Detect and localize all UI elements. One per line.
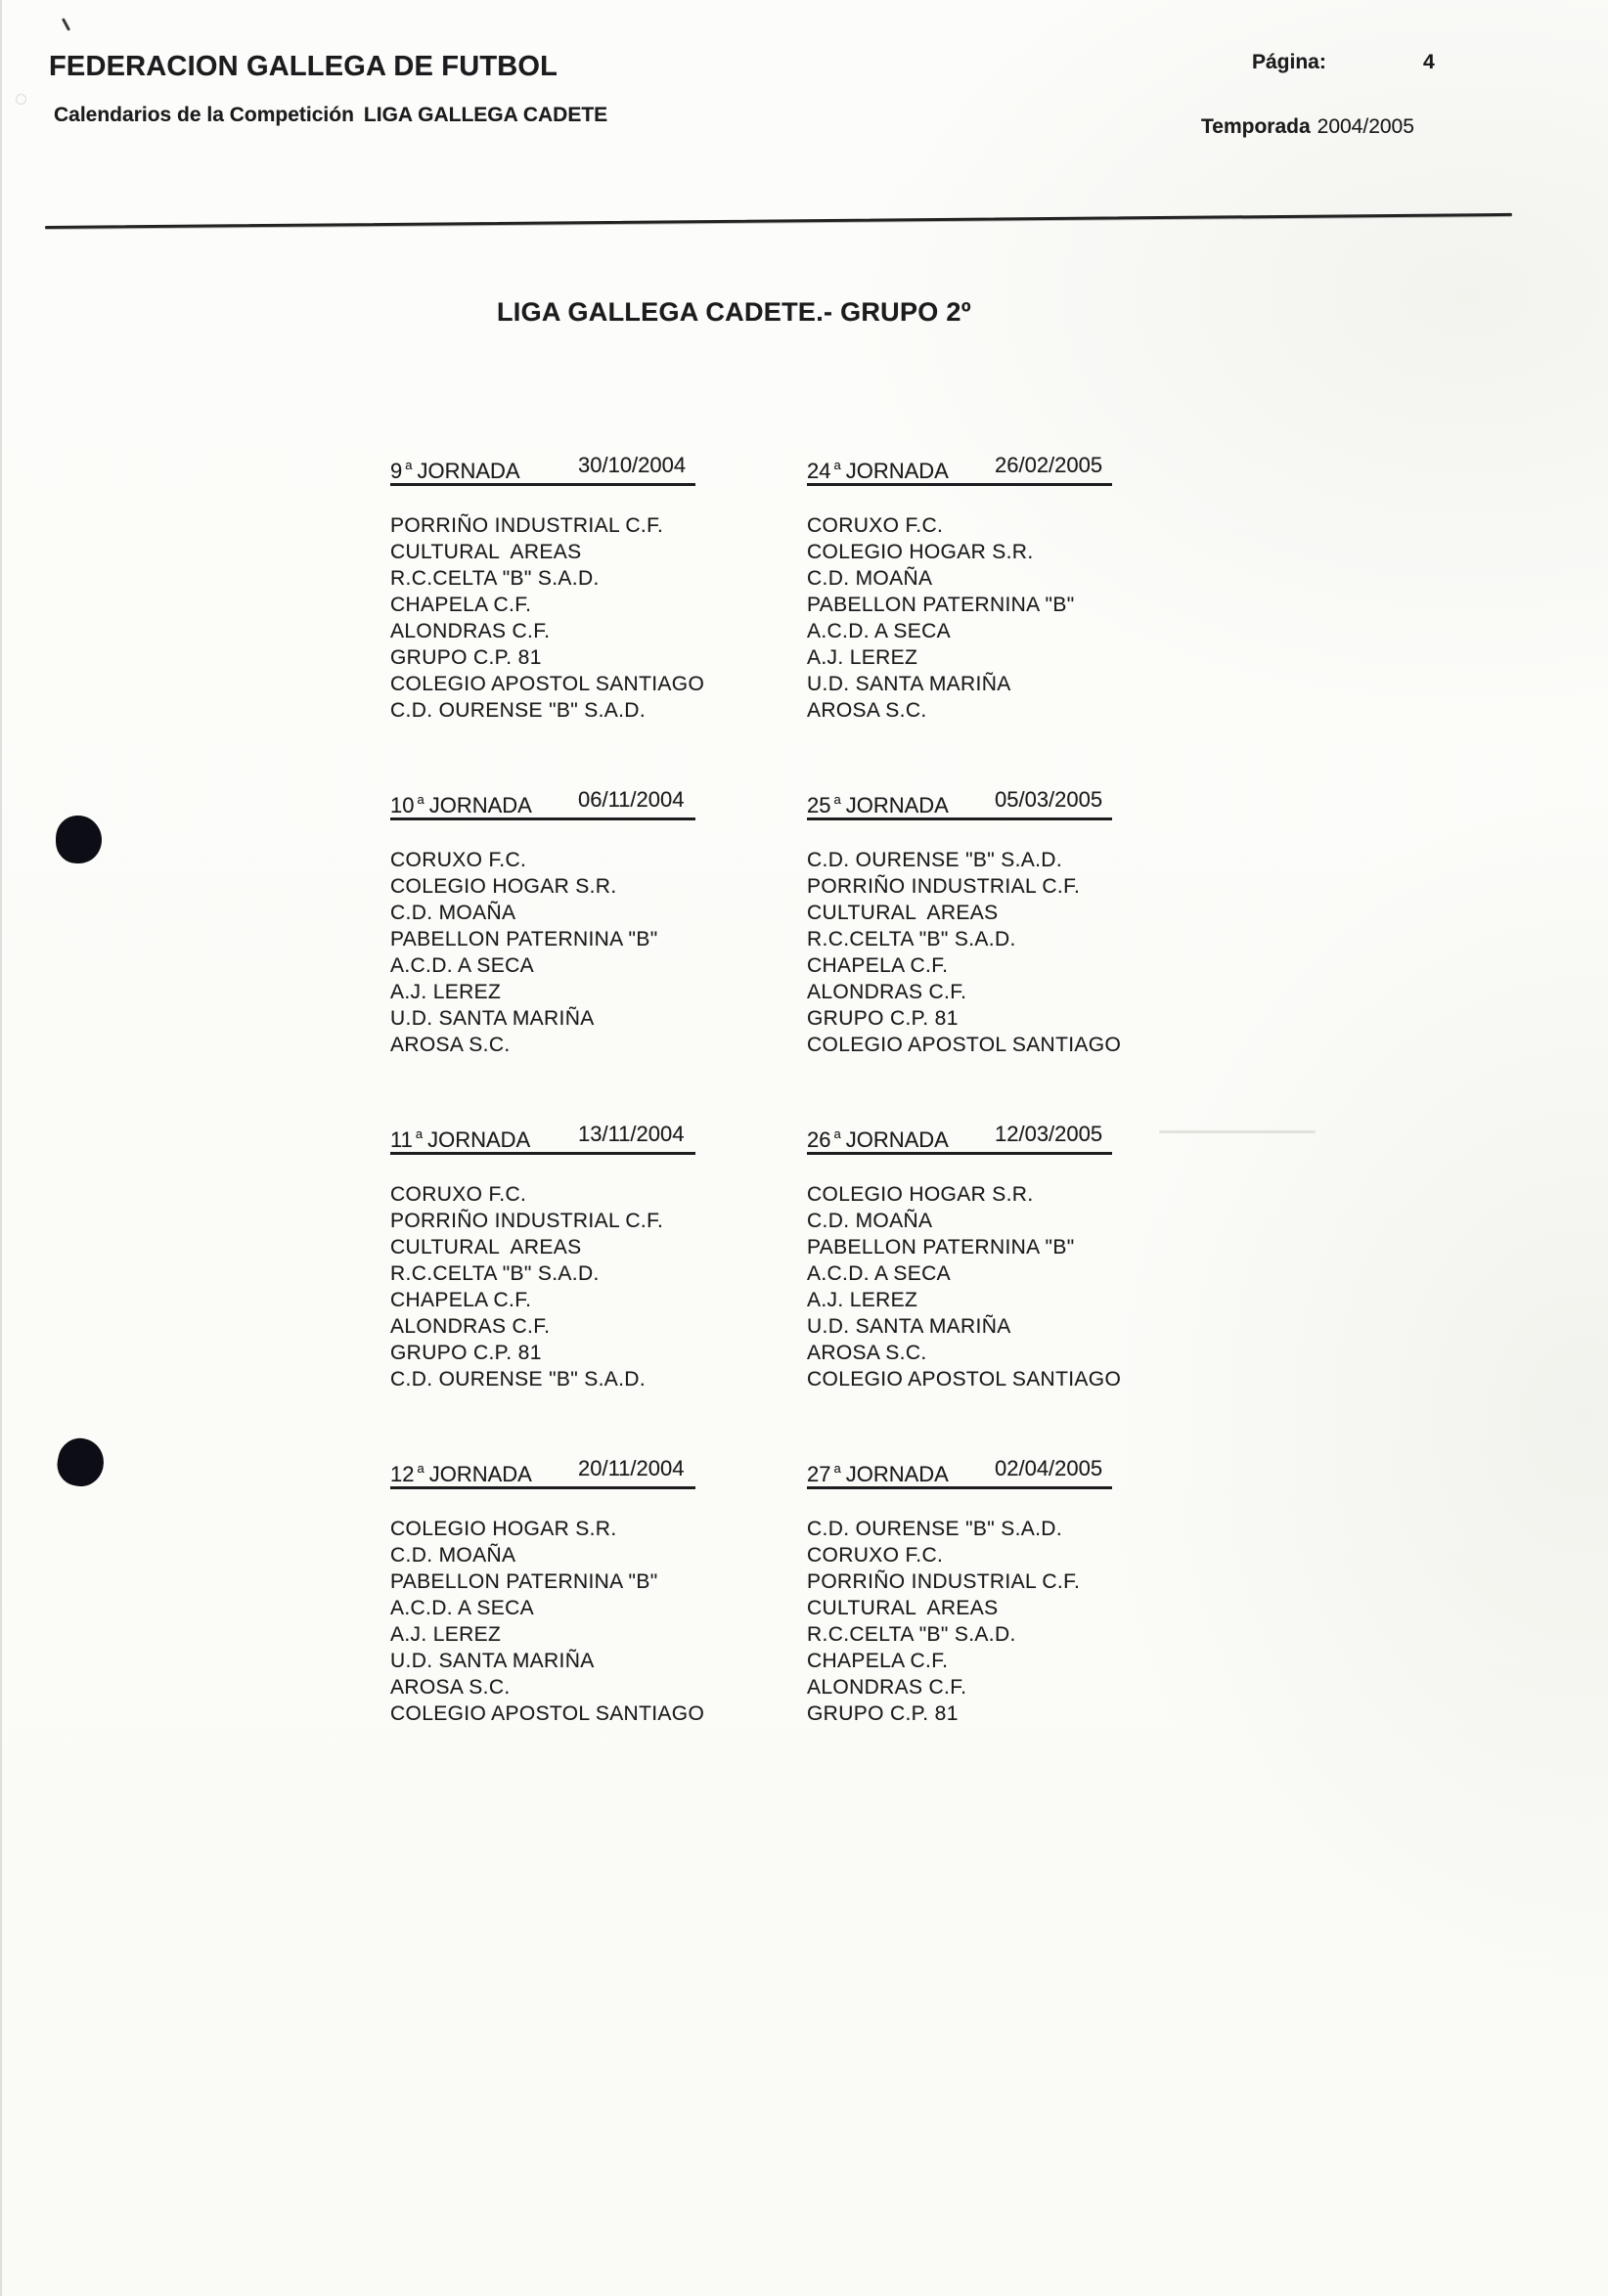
jornada-number: 10 [390,793,415,817]
team-name: AROSA S.C. [807,1342,927,1364]
jornada-label: JORNADA [845,1127,949,1152]
jornada-ordinal: a [417,792,424,807]
hole-punch-mark [56,816,102,863]
team-list [807,1181,1228,1392]
jornada-header [390,1457,695,1489]
team-name: CORUXO F.C. [807,1544,944,1567]
team-name: AROSA S.C. [807,699,927,722]
team-name: COLEGIO HOGAR S.R. [807,541,1034,563]
jornada-section [390,454,811,724]
scan-smudge [1159,1130,1316,1133]
team-name: PABELLON PATERNINA "B" [807,1236,1075,1258]
jornada-header [390,1123,695,1155]
jornada-ordinal: a [833,458,841,472]
jornada-section [807,1123,1228,1392]
team-name: U.D. SANTA MARIÑA [807,1315,1011,1338]
header-divider-line [45,213,1512,229]
team-name: R.C.CELTA "B" S.A.D. [807,928,1016,950]
team-name: PORRIÑO INDUSTRIAL C.F. [807,875,1081,898]
team-name: CHAPELA C.F. [807,954,949,977]
team-list [807,512,1228,724]
team-name: CULTURAL AREAS [807,1597,999,1619]
team-list [390,847,811,1058]
team-name: A.C.D. A SECA [390,1597,534,1619]
team-list [390,1181,811,1392]
team-name: C.D. OURENSE "B" S.A.D. [390,699,647,722]
team-name: R.C.CELTA "B" S.A.D. [807,1623,1016,1646]
team-name: COLEGIO APOSTOL SANTIAGO [390,1702,705,1725]
jornada-section [807,788,1228,1058]
jornada-header [807,1457,1112,1489]
team-name: CORUXO F.C. [390,849,527,871]
team-name: GRUPO C.P. 81 [390,1342,542,1364]
jornada-label: JORNADA [428,1462,532,1486]
jornada-label: JORNADA [845,793,949,817]
team-name: A.J. LEREZ [807,1289,918,1311]
jornada-number: 26 [807,1127,831,1152]
team-name: CHAPELA C.F. [390,594,532,616]
federation-title: FEDERACION GALLEGA DE FUTBOL [49,51,558,82]
team-name: CULTURAL AREAS [390,1236,582,1258]
season-label: Temporada [1201,115,1311,138]
jornada-header [390,454,695,486]
jornada-ordinal: a [833,1461,841,1476]
team-name: GRUPO C.P. 81 [390,646,542,669]
team-name: COLEGIO APOSTOL SANTIAGO [390,673,705,695]
team-name: R.C.CELTA "B" S.A.D. [390,1262,600,1285]
team-name: CULTURAL AREAS [390,541,582,563]
jornada-section [390,1457,811,1727]
competition-name: LIGA GALLEGA CADETE [363,104,608,126]
team-name: ALONDRAS C.F. [390,620,551,642]
jornada-number: 9 [390,459,403,483]
jornada-header [807,454,1112,486]
team-name: A.J. LEREZ [390,1623,502,1646]
season-line [1201,115,1414,139]
jornada-number: 12 [390,1462,415,1486]
scan-tick-mark [62,18,70,31]
jornada-header [807,1123,1112,1155]
team-name: CULTURAL AREAS [807,902,999,924]
jornada-date: 06/11/2004 [578,787,685,812]
document-title: LIGA GALLEGA CADETE.- GRUPO 2º [497,297,971,327]
team-name: AROSA S.C. [390,1676,511,1699]
scan-edge-line [0,0,2,2296]
jornada-ordinal: a [833,1126,841,1141]
jornada-ordinal: a [405,458,413,472]
team-name: C.D. MOAÑA [390,902,516,924]
jornada-label: JORNADA [428,793,532,817]
jornada-ordinal: a [417,1461,424,1476]
team-name: C.D. MOAÑA [390,1544,516,1567]
team-name: PORRIÑO INDUSTRIAL C.F. [390,514,664,537]
team-name: U.D. SANTA MARIÑA [807,673,1011,695]
team-name: COLEGIO HOGAR S.R. [390,875,617,898]
jornada-number: 27 [807,1462,831,1486]
team-name: GRUPO C.P. 81 [807,1702,959,1725]
team-name: CHAPELA C.F. [807,1650,949,1672]
team-name: GRUPO C.P. 81 [807,1007,959,1030]
scan-squiggle-mark [16,94,26,105]
team-name: A.C.D. A SECA [807,1262,951,1285]
jornada-date: 05/03/2005 [995,787,1103,812]
team-name: A.J. LEREZ [807,646,918,669]
team-name: ALONDRAS C.F. [390,1315,551,1338]
team-name: COLEGIO APOSTOL SANTIAGO [807,1034,1122,1056]
team-list [807,1516,1228,1727]
jornada-number: 25 [807,793,831,817]
team-name: R.C.CELTA "B" S.A.D. [390,567,600,590]
jornada-date: 26/02/2005 [995,453,1103,477]
jornada-date: 20/11/2004 [578,1456,685,1480]
team-name: A.C.D. A SECA [390,954,534,977]
jornada-label: JORNADA [417,459,520,483]
jornada-ordinal: a [415,1126,424,1141]
team-name: C.D. OURENSE "B" S.A.D. [807,849,1063,871]
team-name: A.J. LEREZ [390,981,502,1003]
team-name: PABELLON PATERNINA "B" [390,928,658,950]
team-name: C.D. OURENSE "B" S.A.D. [807,1518,1063,1540]
team-name: CHAPELA C.F. [390,1289,532,1311]
team-name: CORUXO F.C. [390,1183,527,1206]
team-name: C.D. MOAÑA [807,1210,933,1232]
season-value: 2004/2005 [1317,115,1414,138]
jornada-date: 13/11/2004 [578,1122,685,1146]
team-name: A.C.D. A SECA [807,620,951,642]
hole-punch-mark [53,1435,108,1491]
jornada-ordinal: a [833,792,841,807]
page-number: 4 [1423,51,1435,73]
team-name: ALONDRAS C.F. [807,1676,967,1699]
jornada-header [807,788,1112,820]
team-name: AROSA S.C. [390,1034,511,1056]
competition-subtitle [54,104,607,127]
jornada-number: 24 [807,459,831,483]
team-name: C.D. OURENSE "B" S.A.D. [390,1368,647,1391]
team-name: U.D. SANTA MARIÑA [390,1007,595,1030]
jornada-label: JORNADA [845,1462,949,1486]
team-list [390,512,811,724]
jornada-section [807,454,1228,724]
team-name: COLEGIO HOGAR S.R. [807,1183,1034,1206]
team-name: PORRIÑO INDUSTRIAL C.F. [390,1210,664,1232]
team-list [807,847,1228,1058]
team-name: C.D. MOAÑA [807,567,933,590]
jornada-section [807,1457,1228,1727]
page-label: Página: [1252,51,1326,73]
team-name: ALONDRAS C.F. [807,981,967,1003]
jornada-label: JORNADA [427,1127,531,1152]
jornada-section [390,788,811,1058]
jornada-section [390,1123,811,1392]
team-name: U.D. SANTA MARIÑA [390,1650,595,1672]
team-name: COLEGIO APOSTOL SANTIAGO [807,1368,1122,1391]
jornada-date: 30/10/2004 [578,453,687,477]
jornada-number: 11 [390,1127,413,1152]
team-name: COLEGIO HOGAR S.R. [390,1518,617,1540]
jornada-header [390,788,695,820]
jornada-label: JORNADA [845,459,949,483]
team-name: PORRIÑO INDUSTRIAL C.F. [807,1570,1081,1593]
jornada-date: 02/04/2005 [995,1456,1103,1480]
team-name: PABELLON PATERNINA "B" [390,1570,658,1593]
team-list [390,1516,811,1727]
jornada-date: 12/03/2005 [995,1122,1103,1146]
team-name: PABELLON PATERNINA "B" [807,594,1075,616]
competition-label: Calendarios de la Competición [54,104,354,126]
team-name: CORUXO F.C. [807,514,944,537]
